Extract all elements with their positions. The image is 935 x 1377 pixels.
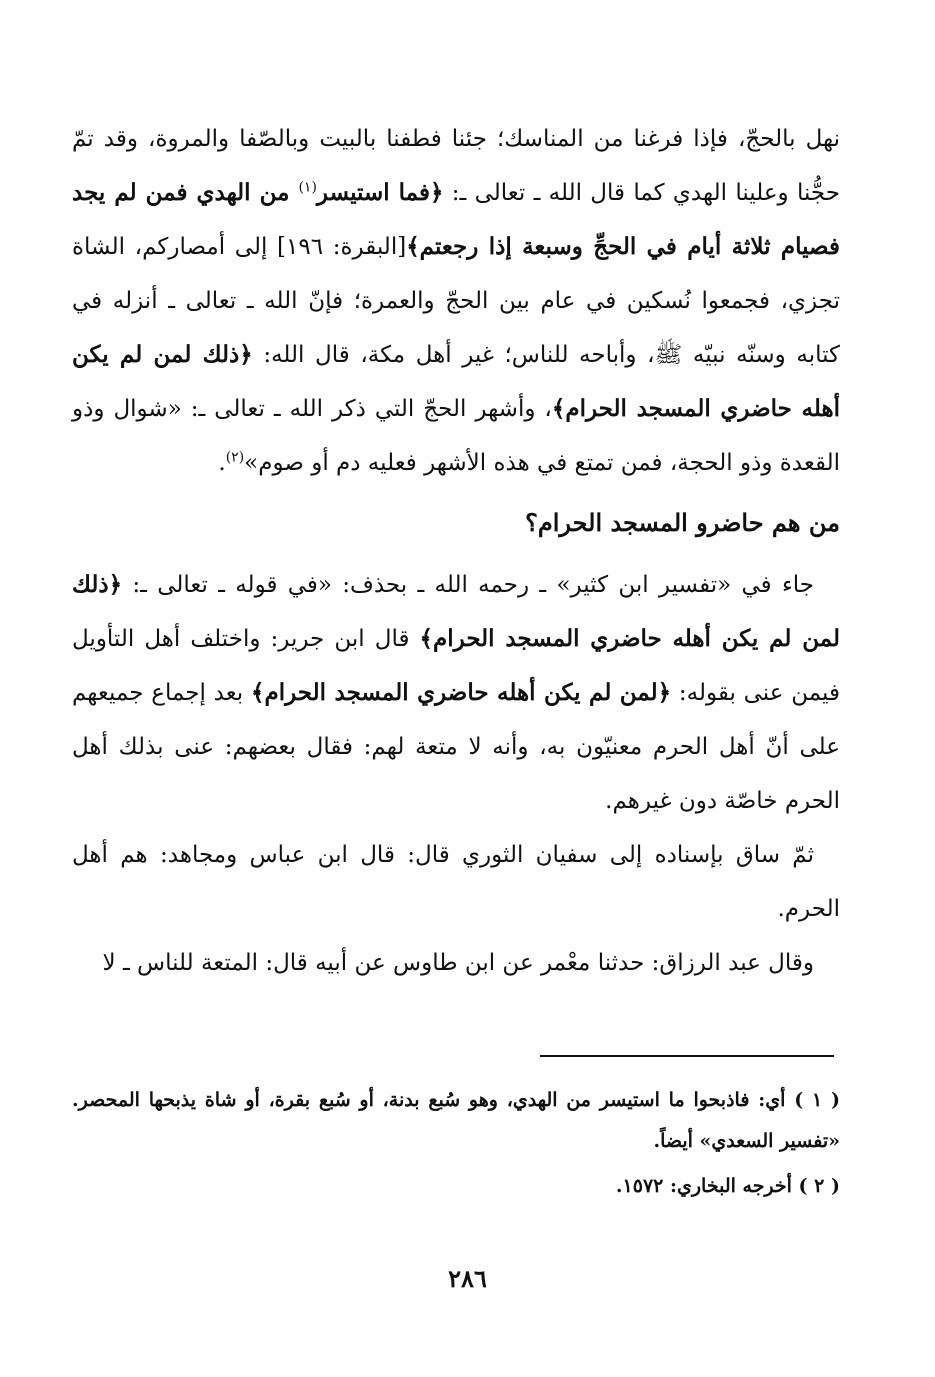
text-segment: بعد إجماع جميعهم على أنّ أهل الحرم معنيّون به، وأنه لا متعة لهم: فقال بعضهم: عنى بذلك أهل الحرم خاصّة دون غيرهم. [72,680,840,814]
paragraph-ibn-kathir [72,558,840,828]
footnote-2: ( ٢ ) أخرجه البخاري: ١٥٧٢. [615,1175,840,1197]
footnote-1: ( ١ ) أي: فاذبحوا ما استيسر من الهدي، وهو سُبع بدنة، أو سُبع بقرة، أو شاة يذبحها المحصر. «تفسير السعدي» أيضاً. [72,1089,840,1152]
quran-quote: من الهدي فمن لم يجد فصيام ثلاثة أيام في الحجِّ وسبعة إذا رجعتم﴾ [72,179,840,260]
quran-quote: ﴿ذلك لمن لم يكن أهله حاضري المسجد الحرام﴾ [72,341,840,422]
text-segment: ، وأشهر الحجّ التي ذكر الله ـ تعالى ـ: «شوال وذو القعدة وذو الحجة، فمن تمتع في هذه الأشهر فعليه دم أو صوم» [72,396,840,476]
quran-quote: ﴿ذلك لمن لم يكن أهله حاضري المسجد الحرام﴾ [72,571,841,652]
paragraph-sufyan: ثمّ ساق بإسناده إلى سفيان الثوري قال: قال ابن عباس ومجاهد: هم أهل الحرم. [72,842,840,922]
text-segment: نهل بالحجّ، فإذا فرغنا من المناسك؛ جئنا فطفنا بالبيت وبالصّفا والمروة، وقد تمّ حجُّنا وعلينا الهدي كما قال الله ـ تعالى ـ: [72,126,840,206]
footnote-ref-2[interactable]: (٢) [225,449,245,466]
text-segment: قال ابن جرير: واختلف أهل التأويل فيمن عنى بقوله: [72,626,840,706]
page-number: ٢٨٦ [448,1264,487,1293]
quran-quote: ﴿لمن لم يكن أهله حاضري المسجد الحرام﴾ [250,679,672,706]
footnote-ref-1[interactable]: (١) [298,179,317,196]
footnotes [72,1080,840,1211]
paragraph-hajj-tamattu [72,112,840,490]
text-segment: جاء في «تفسير ابن كثير» ـ رحمه الله ـ بحذف: «في قوله ـ تعالى ـ: [122,572,814,598]
text-segment: [البقرة: ١٩٦] إلى أمصاركم، الشاة تجزي، فجمعوا نُسكين في عام بين الحجّ والعمرة؛ فإنّ الله ـ تعالى ـ أنزله في كتابه وسنّه نبيّه ﷺ، وأباحه للناس؛ غير أهل مكة، قال الله: [72,234,840,368]
quran-quote: ﴿فما استيسر [316,179,444,206]
section-heading: من هم حاضرو المسجد الحرام؟ [525,508,840,537]
main-text [72,112,840,990]
text-segment: . [218,450,226,476]
footnote-separator [540,1055,834,1057]
paragraph-abd-al-razzaq: وقال عبد الرزاق: حدثنا معْمر عن ابن طاوس عن أبيه قال: المتعة للناس ـ لا [102,950,814,976]
